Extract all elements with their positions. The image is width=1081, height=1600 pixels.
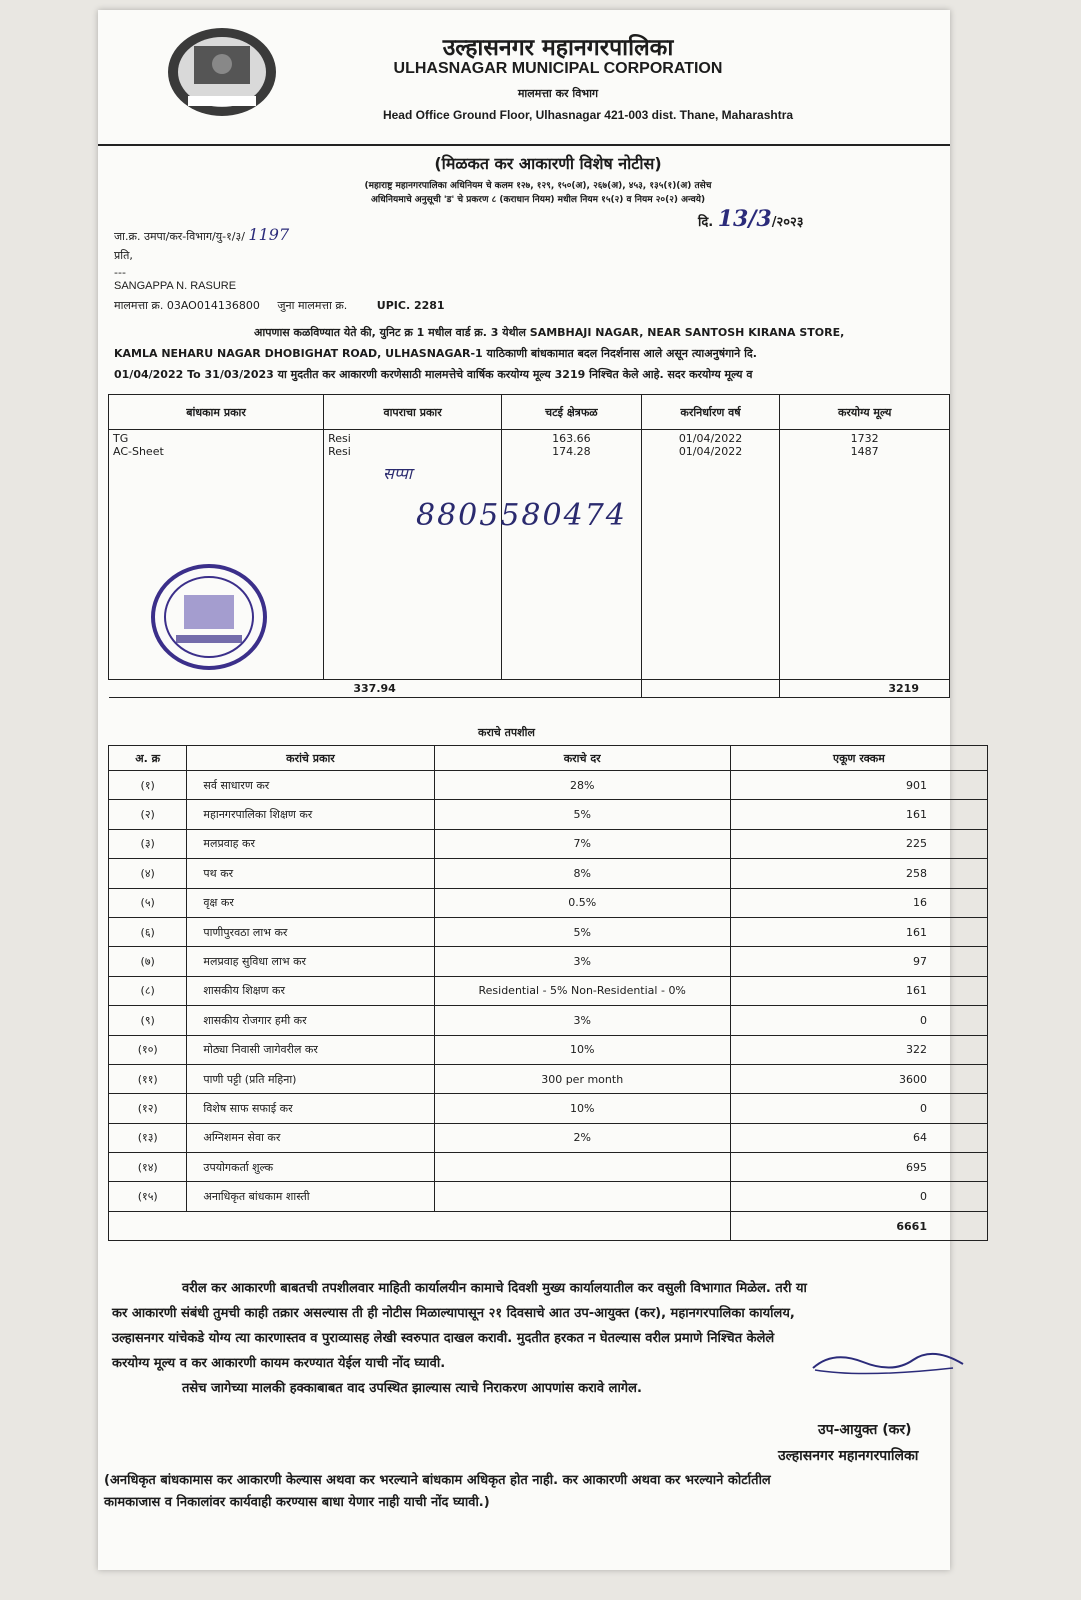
assessment-years <box>641 430 780 680</box>
usage-types <box>324 430 502 680</box>
disclaimer-line2: कामकाजास व निकालांवर कार्यवाही करण्यास बाधा येणार नाही याची नोंद घ्यावी.) <box>104 1495 490 1510</box>
corporation-emblem <box>166 26 278 118</box>
tax-no-cell: (१४) <box>109 1153 187 1182</box>
tax-row <box>109 1123 988 1152</box>
tax-type-cell: शासकीय रोजगार हमी कर <box>187 1006 434 1035</box>
footer-line4: करयोग्य मूल्य व कर आकारणी कायम करण्यात येईल याची नोंद घ्यावी. <box>112 1356 446 1371</box>
tax-no-cell: (१०) <box>109 1035 187 1064</box>
tax-row <box>109 1006 988 1035</box>
tax-no-cell: (३) <box>109 829 187 858</box>
tax-no-cell: (८) <box>109 976 187 1005</box>
col-serial: अ. क्र <box>109 746 187 771</box>
tax-row <box>109 1182 988 1211</box>
header-divider <box>98 144 950 146</box>
tax-type-cell: पाणी पट्टी (प्रति महिना) <box>187 1064 434 1093</box>
tax-amount-cell: 64 <box>730 1123 987 1152</box>
notice-subtitle-line2: अधिनियमाचे अनुसूची 'ड' चे प्रकरण ८ (कराधान नियम) मधील नियम १५(२) व नियम २०(२) अन्वये) <box>370 195 706 205</box>
owner-name: SANGAPPA N. RASURE <box>114 280 237 292</box>
tax-amount-cell: 161 <box>730 976 987 1005</box>
tax-no-cell: (९) <box>109 1006 187 1035</box>
tax-row <box>109 1094 988 1123</box>
date-handwritten: 13/3 <box>717 206 772 232</box>
area-1: 163.66 <box>552 432 591 445</box>
tax-no-cell: (१२) <box>109 1094 187 1123</box>
taxable-values <box>780 430 950 680</box>
tax-amount-cell: 16 <box>730 888 987 917</box>
tax-type-cell: मोठ्या निवासी जागेवरील कर <box>187 1035 434 1064</box>
tax-no-cell: (६) <box>109 917 187 946</box>
footer-line5: तसेच जागेच्या मालकी हक्काबाबत वाद उपस्थित झाल्यास त्याचे निराकरण आपणांस करावे लागेल. <box>182 1381 642 1396</box>
property-number-label: मालमत्ता क्र. 03AO014136800 <box>114 299 260 312</box>
tax-amount-cell: 0 <box>730 1006 987 1035</box>
disclaimer-line1: (अनधिकृत बांधकामास कर आकारणी केल्यास अथवा कर भरल्याने बांधकाम अधिकृत होत नाही. कर आकारणी अथवा कर भरल्याने कोर्टातील <box>104 1473 771 1488</box>
notice-title: (मिळकत कर आकारणी विशेष नोटीस) <box>434 154 662 173</box>
tax-rate-cell: 5% <box>434 800 730 829</box>
footer-line2: कर आकारणी संबंधी तुमची काही तक्रार असल्यास ती ही नोटीस मिळाल्यापासून २१ दिवसाचे आत उप-आयुक्त (कर), महानगरपालिका कार्यालय, <box>112 1306 795 1321</box>
year-1: 01/04/2022 <box>678 432 743 445</box>
tax-type-cell: अग्निशमन सेवा कर <box>187 1123 434 1152</box>
tax-amount-cell: 161 <box>730 800 987 829</box>
tax-total-spacer <box>109 1211 731 1240</box>
tax-type-cell: पथ कर <box>187 859 434 888</box>
col-taxable-value: करयोग्य मूल्य <box>780 395 950 430</box>
tax-amount-cell: 695 <box>730 1153 987 1182</box>
body-line2: KAMLA NEHARU NAGAR DHOBIGHAT ROAD, ULHASNAGAR-1 याठिकाणी बांधकामात बदल निदर्शनास आले असून त्याअनुषंगाने दि. <box>114 347 757 360</box>
tax-amount-cell: 0 <box>730 1182 987 1211</box>
tax-rate-cell: 300 per month <box>434 1064 730 1093</box>
tax-rate-cell: 0.5% <box>434 888 730 917</box>
footer-line1: वरील कर आकारणी बाबतची तपशीलवार माहिती कार्यालयीन कामाचे दिवशी मुख्य कार्यालयातील कर वसुली विभागात मिळेल. तरी या <box>182 1281 807 1296</box>
usage-1: Resi <box>328 432 351 445</box>
tax-type-cell: उपयोगकर्ता शुल्क <box>187 1153 434 1182</box>
tax-amount-cell: 225 <box>730 829 987 858</box>
department-name: मालमत्ता कर विभाग <box>517 87 599 100</box>
tax-amount-cell: 0 <box>730 1094 987 1123</box>
tax-no-cell: (१) <box>109 771 187 800</box>
tax-no-cell: (११) <box>109 1064 187 1093</box>
tax-no-cell: (७) <box>109 947 187 976</box>
tax-type-cell: सर्व साधारण कर <box>187 771 434 800</box>
tax-amount-cell: 322 <box>730 1035 987 1064</box>
tax-row <box>109 1035 988 1064</box>
tax-amount-cell: 97 <box>730 947 987 976</box>
construction-1: TG <box>113 432 129 445</box>
col-construction-type: बांधकाम प्रकार <box>109 395 324 430</box>
tax-row <box>109 800 988 829</box>
usage-2: Resi <box>328 445 351 458</box>
tax-amount-cell: 258 <box>730 859 987 888</box>
tax-amount-cell: 901 <box>730 771 987 800</box>
tax-rate-cell: 10% <box>434 1094 730 1123</box>
tax-row <box>109 1064 988 1093</box>
tax-row <box>109 859 988 888</box>
disclaimer <box>104 1470 949 1514</box>
tax-details-table <box>108 745 988 1241</box>
tax-row <box>109 1153 988 1182</box>
tax-type-cell: महानगरपालिका शिक्षण कर <box>187 800 434 829</box>
officer-corporation: उल्हासनगर महानगरपालिका <box>778 1448 919 1464</box>
tax-rate-cell: 5% <box>434 917 730 946</box>
tax-total-amount: 6661 <box>730 1211 987 1240</box>
total-taxable-value: 3219 <box>780 680 950 698</box>
area-2: 174.28 <box>552 445 591 458</box>
tax-type-cell: पाणीपुरवठा लाभ कर <box>187 917 434 946</box>
dashes: --- <box>114 266 126 279</box>
reference-handwritten: 1197 <box>248 225 290 244</box>
construction-2: AC-Sheet <box>113 445 164 458</box>
tax-type-cell: मलप्रवाह सुविधा लाभ कर <box>187 947 434 976</box>
carpet-areas <box>502 430 642 680</box>
col-tax-rate: कराचे दर <box>434 746 730 771</box>
body-line1: आपणास कळविण्यात येते की, युनिट क्र 1 मधील वार्ड क्र. 3 येथील SAMBHAJI NAGAR, NEAR SANTOSH KIRANA STORE, <box>254 326 845 339</box>
tax-amount-cell: 3600 <box>730 1064 987 1093</box>
tax-type-cell: अनाधिकृत बांधकाम शास्ती <box>187 1182 434 1211</box>
upic-number: UPIC. 2281 <box>376 299 445 312</box>
value-2: 1487 <box>850 445 879 458</box>
notice-page <box>98 10 950 1570</box>
col-usage-type: वापराचा प्रकार <box>324 395 502 430</box>
tax-details-heading: कराचे तपशील <box>478 726 535 739</box>
tax-rate-cell: 28% <box>434 771 730 800</box>
tax-rate-cell: 7% <box>434 829 730 858</box>
officer-signature <box>803 1348 973 1382</box>
col-tax-type: करांचे प्रकार <box>187 746 434 771</box>
tax-type-cell: वृक्ष कर <box>187 888 434 917</box>
tax-no-cell: (५) <box>109 888 187 917</box>
col-carpet-area: चटई क्षेत्रफळ <box>502 395 642 430</box>
tax-rate-cell: 2% <box>434 1123 730 1152</box>
handwritten-phone: 8805580474 <box>416 498 627 533</box>
tax-row <box>109 771 988 800</box>
tax-row <box>109 888 988 917</box>
tax-rate-cell <box>434 1182 730 1211</box>
notice-subtitle-line1: (महाराष्ट्र महानगरपालिका अधिनियम चे कलम १२७, १२९, १५०(अ), २६७(अ), ४५३, १३५(१)(अ) तसेच <box>364 181 712 191</box>
tax-rate-cell <box>434 1153 730 1182</box>
notice-date <box>698 206 804 232</box>
handwritten-note: सप्पा <box>383 464 412 483</box>
tax-row <box>109 829 988 858</box>
footer-line3: उल्हासनगर यांचेकडे योग्य त्या कारणास्तव व पुराव्यासह लेखी स्वरुपात दाखल करावी. मुदतीत हरकत न घेतल्यास वरील प्रमाणे निश्चित केलेले <box>112 1331 775 1346</box>
tax-row <box>109 947 988 976</box>
tax-no-cell: (१३) <box>109 1123 187 1152</box>
property-number-line <box>114 298 445 313</box>
tax-type-cell: शासकीय शिक्षण कर <box>187 976 434 1005</box>
date-suffix: /२०२३ <box>771 215 804 230</box>
col-total-amount: एकूण रक्कम <box>730 746 987 771</box>
col-assessment-year: करनिर्धारण वर्ष <box>641 395 780 430</box>
value-1: 1732 <box>850 432 879 445</box>
notice-body-paragraph <box>114 322 944 385</box>
reference-prefix: जा.क्र. उमपा/कर-विभाग/यु-१/३/ <box>114 230 245 243</box>
tax-rate-cell: 10% <box>434 1035 730 1064</box>
officer-designation: उप-आयुक्त (कर) <box>818 1422 912 1438</box>
tax-row <box>109 917 988 946</box>
tax-rate-cell: 3% <box>434 1006 730 1035</box>
old-property-label: जुना मालमत्ता क्र. <box>277 299 348 312</box>
date-prefix: दि. <box>698 215 714 230</box>
year-2: 01/04/2022 <box>678 445 743 458</box>
tax-rate-cell: 8% <box>434 859 730 888</box>
body-line3: 01/04/2022 To 31/03/2023 या मुदतीत कर आकारणी करणेसाठी मालमत्तेचे वार्षिक करयोग्य मूल्य 3219 निश्चित केले आहे. सदर करयोग्य मूल्य व <box>114 368 753 381</box>
tax-rate-cell: Residential - 5% Non-Residential - 0% <box>434 976 730 1005</box>
tax-no-cell: (२) <box>109 800 187 829</box>
tax-row <box>109 976 988 1005</box>
tax-type-cell: मलप्रवाह कर <box>187 829 434 858</box>
corporation-stamp <box>150 563 268 671</box>
tax-no-cell: (४) <box>109 859 187 888</box>
tax-total-row <box>109 1211 988 1240</box>
tax-type-cell: विशेष साफ सफाई कर <box>187 1094 434 1123</box>
reference-number <box>114 225 289 244</box>
office-address: Head Office Ground Floor, Ulhasnagar 421-003 dist. Thane, Maharashtra <box>382 108 794 122</box>
footer-paragraph <box>112 1276 942 1401</box>
tax-no-cell: (१५) <box>109 1182 187 1211</box>
corporation-name-english: ULHASNAGAR MUNICIPAL CORPORATION <box>393 60 723 77</box>
to-label: प्रति, <box>114 249 133 262</box>
tax-rows <box>109 771 988 1241</box>
corporation-name-marathi: उल्हासनगर महानगरपालिका <box>442 35 674 61</box>
tax-amount-cell: 161 <box>730 917 987 946</box>
total-area: 337.94 <box>109 680 642 698</box>
tax-rate-cell: 3% <box>434 947 730 976</box>
